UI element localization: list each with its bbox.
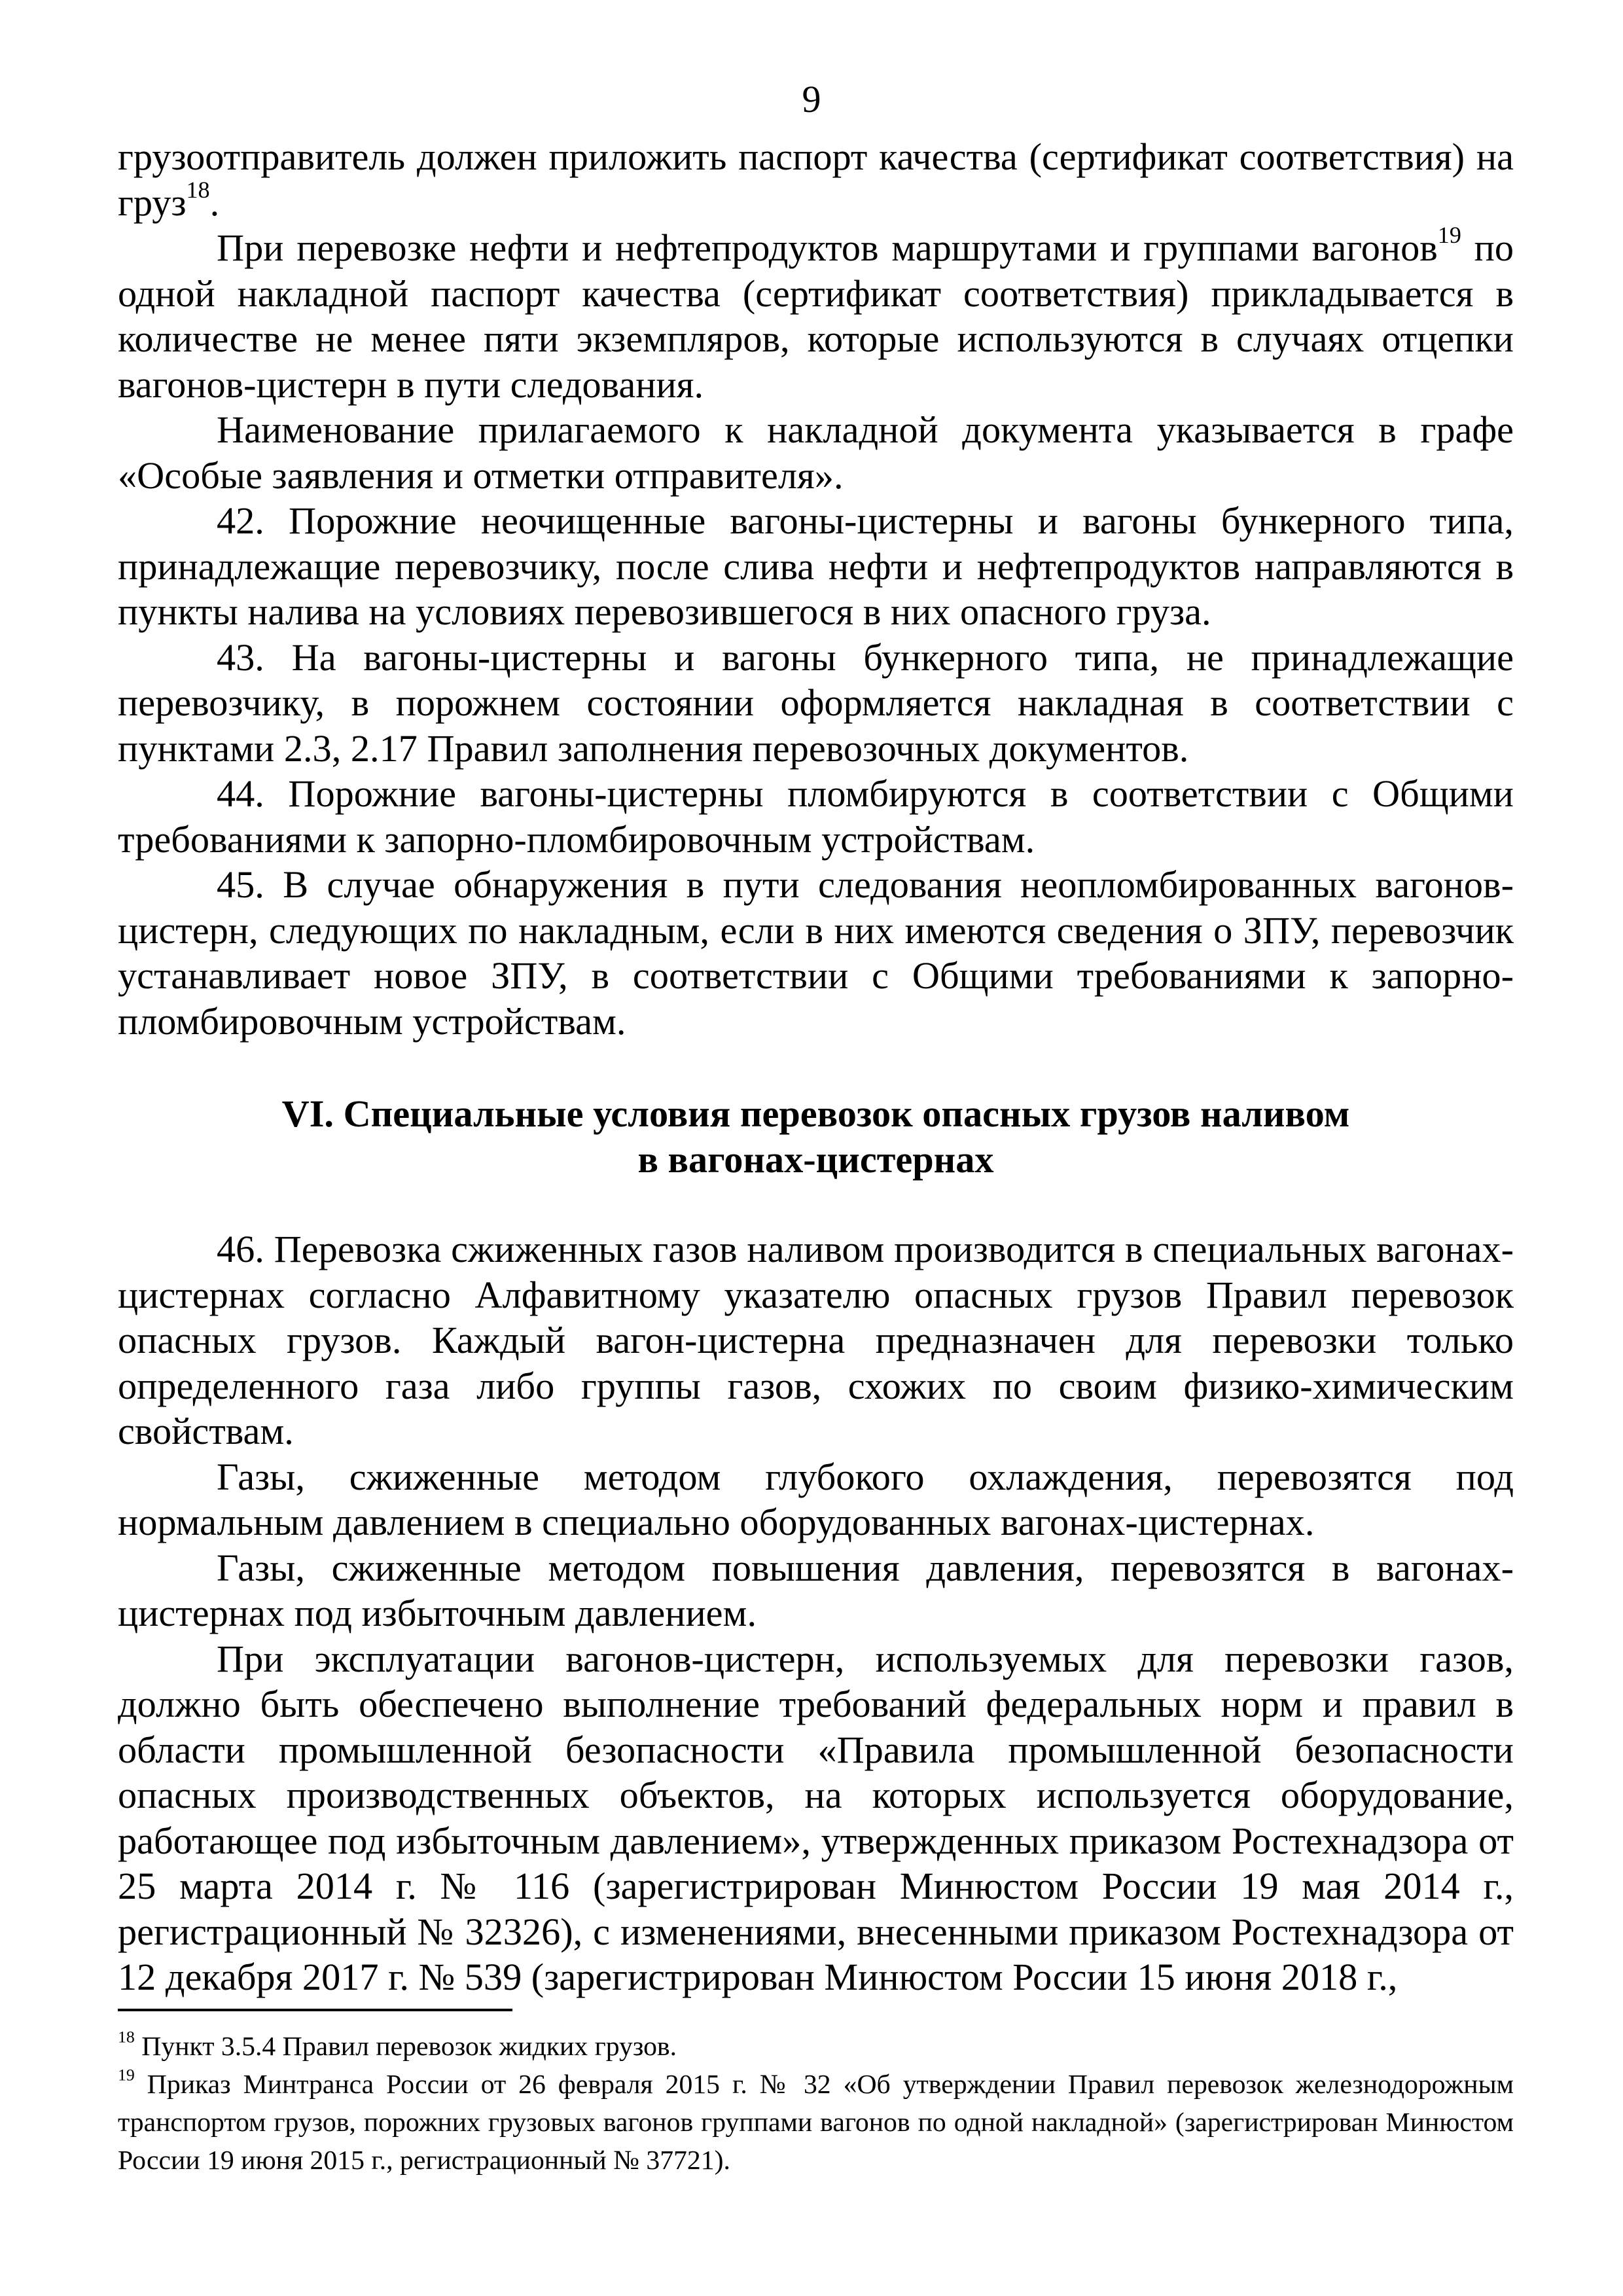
paragraph-43: 43. На вагоны-цистерны и вагоны бункерного типа, не принадлежащие перевозчику, в порожнем состоянии оформляется накладная в соответствии с пунктами 2.3, 2.17 Правил заполнения перевозочных документов. [118,636,1514,770]
page-number: 9 [802,78,821,120]
paragraph-text: по одной накладной паспорт качества (сертификат соответствия) прикладывается в количестве не менее пяти экземпляров, которые используются в случаях отцепки вагонов-цистерн в пути следования. [118,226,1514,406]
paragraph: При эксплуатации вагонов-цистерн, используемых для перевозки газов, должно быть обеспечено выполнение требований федеральных норм и правил в области промышленной безопасности «Правила промышленной безопасности опасных производственных объектов, на которых используется оборудование, работающее под избыточным давлением», утвержденных приказом Ростехнадзора от 25 марта 2014 г. № 116 (зарегистрирован Минюстом России 19 мая 2014 г., регистрационный № 32326), с изменениями, внесенными приказом Ростехнадзора от 12 декабря 2017 г. № 539 (зарегистрирован Минюстом России 15 июня 2018 г., [118,1637,1514,1998]
paragraph-44: 44. Порожние вагоны-цистерны пломбируются в соответствии с Общими требованиями к запорно-пломбировочным устройствам. [118,772,1514,861]
paragraph [118,134,1514,225]
paragraph-text: . [209,181,220,224]
footnote [118,2066,1514,2179]
footnote-separator [118,2009,512,2011]
footnote [118,2028,1514,2066]
paragraph: Газы, сжиженные методом глубокого охлаждения, перевозятся под нормальным давлением в специально оборудованных вагонах-цистернах. [118,1455,1514,1543]
paragraph-text: грузоотправитель должен приложить паспорт качества (сертификат соответствия) на груз [118,135,1514,224]
footnote-text: Пункт 3.5.4 Правил перевозок жидких грузов. [134,2032,677,2062]
footnote-number: 19 [118,2065,135,2085]
footnote-number: 18 [118,2027,135,2047]
footnote-ref: 19 [1437,221,1461,248]
paragraph-text: При перевозке нефти и нефтепродуктов маршрутами и группами вагонов [217,226,1438,269]
section-heading [118,1091,1514,1182]
document-body [118,134,1514,2000]
paragraph: Наименование прилагаемого к накладной документа указывается в графе «Особые заявления и отметки отправителя». [118,408,1514,497]
paragraph-46: 46. Перевозка сжиженных газов наливом производится в специальных вагонах-цистернах согласно Алфавитному указателю опасных грузов Правил перевозок опасных грузов. Каждый вагон-цистерна предназначен для перевозки только определенного газа либо группы газов, схожих по своим физико-химическим свойствам. [118,1228,1514,1452]
footnote-text: Приказ Минтранса России от 26 февраля 2015 г. № 32 «Об утверждении Правил перевозок железнодорожным транспортом грузов, порожних грузовых вагонов группами вагонов по одной накладной» (зарегистрирован Минюстом России 19 июня 2015 г., регистрационный № 37721). [118,2070,1514,2176]
footnotes [118,2028,1514,2179]
section-heading-line: VI. Специальные условия перевозок опасных грузов наливом [281,1092,1350,1135]
paragraph [118,221,1514,407]
footnote-ref: 18 [186,176,210,203]
section-heading-line: в вагонах-цистернах [637,1138,994,1181]
paragraph-42: 42. Порожние неочищенные вагоны-цистерны и вагоны бункерного типа, принадлежащие перевозчику, после слива нефти и нефтепродуктов направляются в пункты налива на условиях перевозившегося в них опасного груза. [118,499,1514,633]
paragraph: Газы, сжиженные методом повышения давления, перевозятся в вагонах-цистернах под избыточным давлением. [118,1546,1514,1634]
paragraph-45: 45. В случае обнаружения в пути следования неопломбированных вагонов-цистерн, следующих по накладным, если в них имеются сведения о ЗПУ, перевозчик устанавливает новое ЗПУ, в соответствии с Общими требованиями к запорно-пломбировочным устройствам. [118,863,1514,1043]
